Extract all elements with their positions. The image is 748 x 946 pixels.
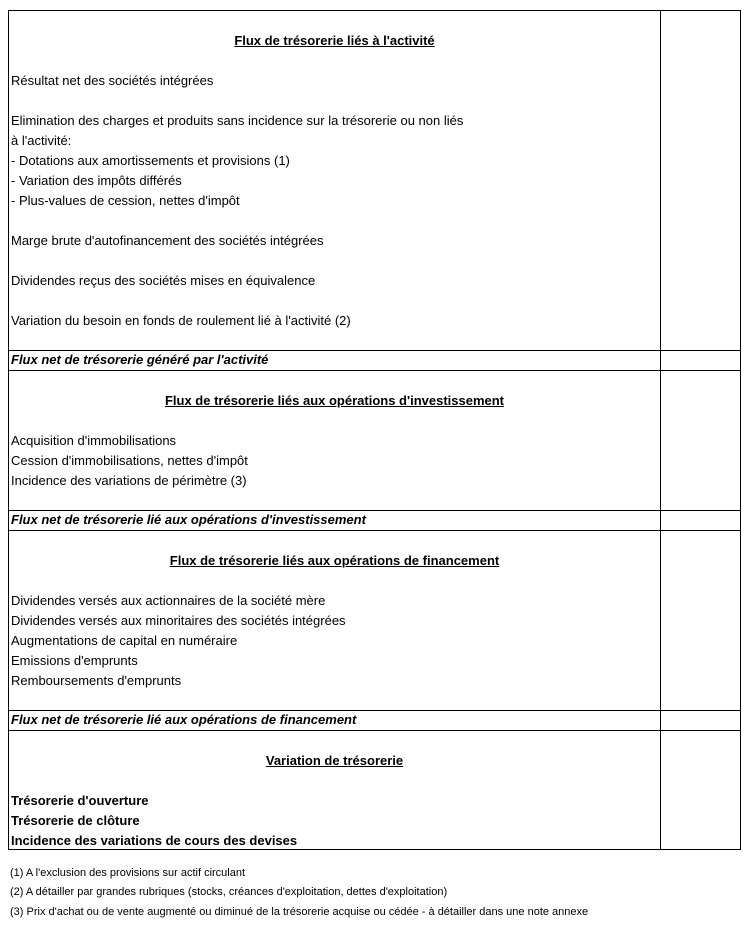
total-operating: Flux net de trésorerie généré par l'activité [11,352,269,367]
line-item-bold: Incidence des variations de cours des devises [11,833,298,848]
line-item: Elimination des charges et produits sans incidence sur la trésorerie ou non liés [11,113,464,128]
footnote: (1) A l'exclusion des provisions sur actif circulant [10,867,246,879]
row-divider [8,530,741,531]
section-header-operating: Flux de trésorerie liés à l'activité [234,33,435,48]
line-item: Marge brute d'autofinancement des sociétés intégrées [11,233,324,248]
footnote: (2) A détailler par grandes rubriques (stocks, créances d'exploitation, dettes d'exploitation) [10,886,448,898]
section-header-financing: Flux de trésorerie liés aux opérations de financement [169,553,500,568]
line-item: - Variation des impôts différés [11,173,182,188]
line-item: - Plus-values de cession, nettes d'impôt [11,193,240,208]
section-header-variation: Variation de trésorerie [265,753,404,768]
section-header-investing: Flux de trésorerie liés aux opérations d'investissement [164,393,505,408]
row-divider [8,370,741,371]
line-item: Résultat net des sociétés intégrées [11,73,214,88]
line-item: Dividendes versés aux actionnaires de la société mère [11,593,326,608]
line-item: Dividendes reçus des sociétés mises en équivalence [11,273,316,288]
line-item: Remboursements d'emprunts [11,673,182,688]
line-item: Dividendes versés aux minoritaires des sociétés intégrées [11,613,346,628]
line-item: à l'activité: [11,133,72,148]
line-item: Augmentations de capital en numéraire [11,633,238,648]
line-item-bold: Trésorerie de clôture [11,813,140,828]
row-divider [8,730,741,731]
line-item: Variation du besoin en fonds de roulement lié à l'activité (2) [11,313,351,328]
amount-column-divider [660,10,661,850]
footnote: (3) Prix d'achat ou de vente augmenté ou diminué de la trésorerie acquise ou cédée - à détailler dans une note annexe [10,906,589,918]
total-investing: Flux net de trésorerie lié aux opérations d'investissement [11,512,366,527]
line-item: - Dotations aux amortissements et provisions (1) [11,153,290,168]
total-financing: Flux net de trésorerie lié aux opérations de financement [11,712,357,727]
line-item: Cession d'immobilisations, nettes d'impôt [11,453,248,468]
line-item: Emissions d'emprunts [11,653,138,668]
line-item: Incidence des variations de périmètre (3) [11,473,247,488]
line-item-bold: Trésorerie d'ouverture [11,793,149,808]
line-item: Acquisition d'immobilisations [11,433,177,448]
